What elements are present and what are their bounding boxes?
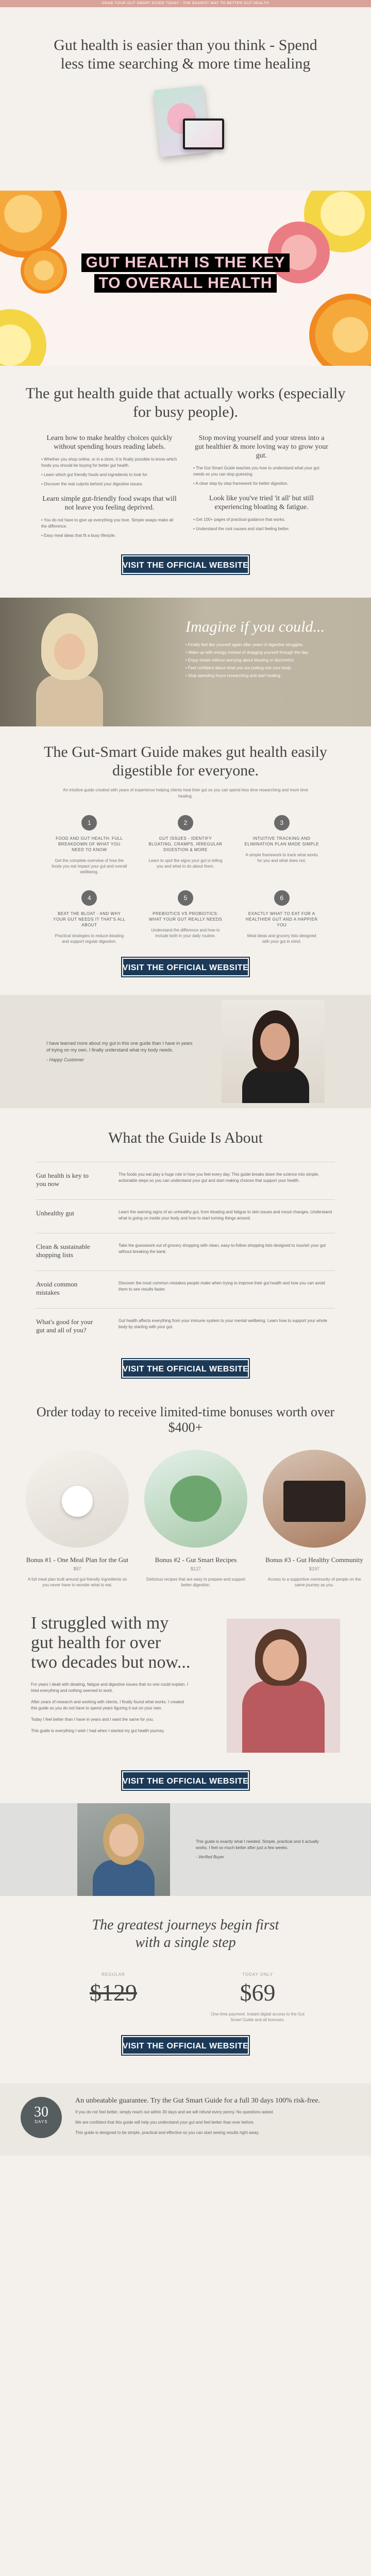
feature-number-badge: 4 — [81, 890, 97, 906]
feature-number-badge: 3 — [274, 815, 290, 831]
citrus-banner — [0, 191, 371, 366]
feature-item: 3 INTUITIVE TRACKING AND ELIMINATION PLAN MADE SIMPLE A simple framework to track what works for you and what does not. — [244, 815, 319, 875]
imagine-point: • Wake up with energy instead of dragging yourself through the day. — [185, 650, 350, 655]
smart-guide-title: The Gut-Smart Guide makes gut health easily digestible for everyone. — [44, 743, 327, 779]
sale-price: TODAY ONLY $69 One-time payment. Instant digital access to the Gut Smart Guide and all bonuses. — [211, 1972, 305, 2022]
feature-number-badge: 6 — [274, 890, 290, 906]
bonus-title: Order today to receive limited-time bonuses worth over $400+ — [36, 1404, 335, 1435]
guarantee-section: 30 DAYS An unbeatable guarantee. Try the Gut Smart Guide for a full 30 days 100% risk-free. If you do not feel better, simply reach out within 30 days and we will refund every penny. No questions asked. We are confident that this guide will help you understand your gut and feel better than ever before. This guide is designed to be simple, practical and effective so you can start seeing results right away. — [0, 2083, 371, 2156]
imagine-title: Imagine if you could... — [185, 618, 325, 635]
feature-item: 4 BEAT THE BLOAT - AND WHY YOUR GUT NEEDS IT THAT'S ALL ABOUT Practical strategies to reduce bloating and support regular digestion. — [52, 890, 127, 944]
feature-grid — [21, 800, 350, 944]
bonus-price: $197 — [309, 1566, 320, 1571]
pricing-section — [0, 1896, 371, 2073]
story-section: I struggled with my gut health for over two decades but now... For years I dealt with bloating, fatigue and digestive issues that no one could explain. I tried everything and nothing seemed to work. After years of research and working with clients, I finally found what works. I created this guide so you do not have to spend years figuring it out on your own. Today I feel better than I have in years and I want the same for you. This guide is everything I wish I had when I started my gut health journey. — [0, 1588, 371, 1758]
bonus-price: $97 — [73, 1566, 81, 1571]
hero-section — [0, 7, 371, 180]
smart-guide-subtitle: An intuitive guide created with years of experience helping clients heal their gut so you can spend less time researching and more time healing. — [63, 788, 308, 799]
smart-guide-section — [0, 726, 371, 995]
bonus-card: Bonus #3 - Gut Healthy Community $197 Access to a supportive community of people on the same journey as you. — [263, 1450, 366, 1588]
guide-intro-right: Stop moving yourself and your stress into a gut healthier & more loving way to grow your gut. • The Gut Smart Guide teaches you how to understand what your gut needs so you can stop guessing. • A clear step by step framework for better digestion. Look like you've tried 'it all' but still experiencing bloating & fatigue. • Get 100+ pages of practical guidance that works. • Understand the root causes and start feeling better. — [193, 434, 330, 542]
about-title: What the Guide Is About — [108, 1129, 263, 1146]
feature-item: 6 EXACTLY WHAT TO EAT FOR A HEALTHIER GUT AND A HAPPIER YOU Meal ideas and grocery lists designed with your gut in mind. — [244, 890, 319, 944]
imagine-point: • Finally feel like yourself again after years of digestive struggles. — [185, 642, 350, 648]
feature-number-badge: 5 — [178, 890, 193, 906]
bonus-card: Bonus #1 - One Meal Plan for the Gut $97 A full meal plan built around gut-friendly ingredients so you never have to wonder what to eat. — [26, 1450, 129, 1588]
guide-intro-left: Learn how to make healthy choices quickly without spending hours reading labels. • Whether you shop online, or in a store, it is finally possible to know which foods you should be buying for better gut health. • Learn which gut friendly foods and ingredients to look for. • Discover the real culprits behind your digestive issues. Learn simple gut-friendly food swaps that will not leave you feeling deprived. • You do not have to give up everything you love. Simple swaps make all the difference. • Easy meal ideas that fit a busy lifestyle. — [41, 434, 178, 542]
about-row: Clean & sustainable shopping lists Take the guesswork out of grocery shopping with clean, easy-to-follow shopping lists designed to nourish your gut without breaking the bank. — [36, 1233, 335, 1270]
bonus-price: $127 — [190, 1566, 201, 1571]
customer-photo — [77, 1803, 170, 1896]
story-title: I struggled with my gut health for over two decades but now... — [31, 1614, 191, 1672]
about-row: Gut health is key to you now The foods you eat play a huge role in how you feel every day. This guide breaks down the science into simple, actionable steps so you can understand your gut and start making choices that support your health. — [36, 1162, 335, 1199]
regular-price: REGULAR $129 — [90, 1972, 137, 2006]
bonus-card: Bonus #2 - Gut Smart Recipes $127 Delicious recipes that are easy to prepare and support better digestion. — [144, 1450, 247, 1588]
about-row: What's good for your gut and all of you? Gut health affects everything from your immune system to your mental wellbeing. Learn how to support your whole body by starting with your gut. — [36, 1308, 335, 1346]
hero-title: Gut health is easier than you think - Spend less time searching & more time healing — [54, 37, 317, 72]
top-banner: GRAB YOUR GUT SMART GUIDE TODAY - THE EASIEST WAY TO BETTER GUT HEALTH — [0, 0, 371, 7]
guide-intro-title: The gut health guide that actually works (especially for busy people). — [25, 385, 346, 420]
visit-website-button[interactable]: VISIT THE OFFICIAL WEBSITE — [121, 554, 250, 575]
testimonial-author: - Happy Customer — [46, 1057, 85, 1062]
visit-website-button[interactable]: VISIT THE OFFICIAL WEBSITE — [121, 957, 250, 977]
guide-intro-section — [0, 366, 371, 598]
about-section — [0, 1108, 371, 1396]
visit-website-button[interactable]: VISIT THE OFFICIAL WEBSITE — [121, 2035, 250, 2056]
imagine-section — [0, 598, 371, 726]
guarantee-seal-icon: 30 DAYS — [21, 2097, 62, 2138]
author-photo — [211, 1619, 340, 1753]
feature-number-badge: 1 — [81, 815, 97, 831]
testimonial-section — [0, 995, 371, 1108]
bonus-section — [0, 1396, 371, 1588]
visit-website-button[interactable]: VISIT THE OFFICIAL WEBSITE — [121, 1358, 250, 1379]
testimonial-photo — [222, 1000, 325, 1103]
product-mockup-image — [142, 82, 229, 170]
quote-strip — [0, 1803, 371, 1896]
pricing-title: The greatest journeys begin first with a single step — [92, 1917, 279, 1951]
imagine-point: • Stop spending hours researching and start healing. — [185, 673, 350, 679]
feature-item: 5 PREBIOTICS VS PROBIOTICS: WHAT YOUR GUT REALLY NEEDS Understand the difference and how to include both in your daily routine. — [148, 890, 224, 944]
citrus-banner-title: GUT HEALTH IS THE KEY TO OVERALL HEALTH — [0, 252, 371, 294]
customer-quote: This guide is exactly what I needed. Simple, practical and it actually works. I feel so much better after just a few weeks. - Verified Buyer — [196, 1839, 319, 1859]
tablet-mockup — [183, 118, 224, 149]
about-row: Avoid common mistakes Discover the most common mistakes people make when trying to improve their gut health and how you can avoid them to see results faster. — [36, 1270, 335, 1308]
imagine-point: • Enjoy meals without worrying about bloating or discomfort. — [185, 657, 350, 663]
bonus-image — [263, 1450, 366, 1548]
feature-number-badge: 2 — [178, 815, 193, 831]
bonus-image — [26, 1450, 129, 1548]
about-row: Unhealthy gut Learn the warning signs of an unhealthy gut, from bloating and fatigue to skin issues and mood changes. Understand what is going on inside your body and how to start turning things around. — [36, 1199, 335, 1233]
bonus-image — [144, 1450, 247, 1548]
visit-website-button[interactable]: VISIT THE OFFICIAL WEBSITE — [121, 1770, 250, 1791]
imagine-point: • Feel confident about what you are putting into your body. — [185, 665, 350, 671]
feature-item: 1 FOOD AND GUT HEALTH: FULL BREAKDOWN OF WHAT YOU NEED TO KNOW Get the complete overview of how the foods you eat impact your gut and overall wellbeing. — [52, 815, 127, 875]
feature-item: 2 GUT ISSUES - IDENTIFY BLOATING, CRAMPS, IRREGULAR DIGESTION & MORE Learn to spot the signs your gut is telling you and what to do about them. — [148, 815, 224, 875]
testimonial-quote: I have learned more about my gut in this one guide than I have in years of trying on my own. I finally understand what my body needs. - Happy Customer — [46, 1040, 196, 1063]
guarantee-title: An unbeatable guarantee. Try the Gut Smart Guide for a full 30 days 100% risk-free. — [75, 2097, 321, 2105]
woman-photo — [31, 613, 108, 726]
